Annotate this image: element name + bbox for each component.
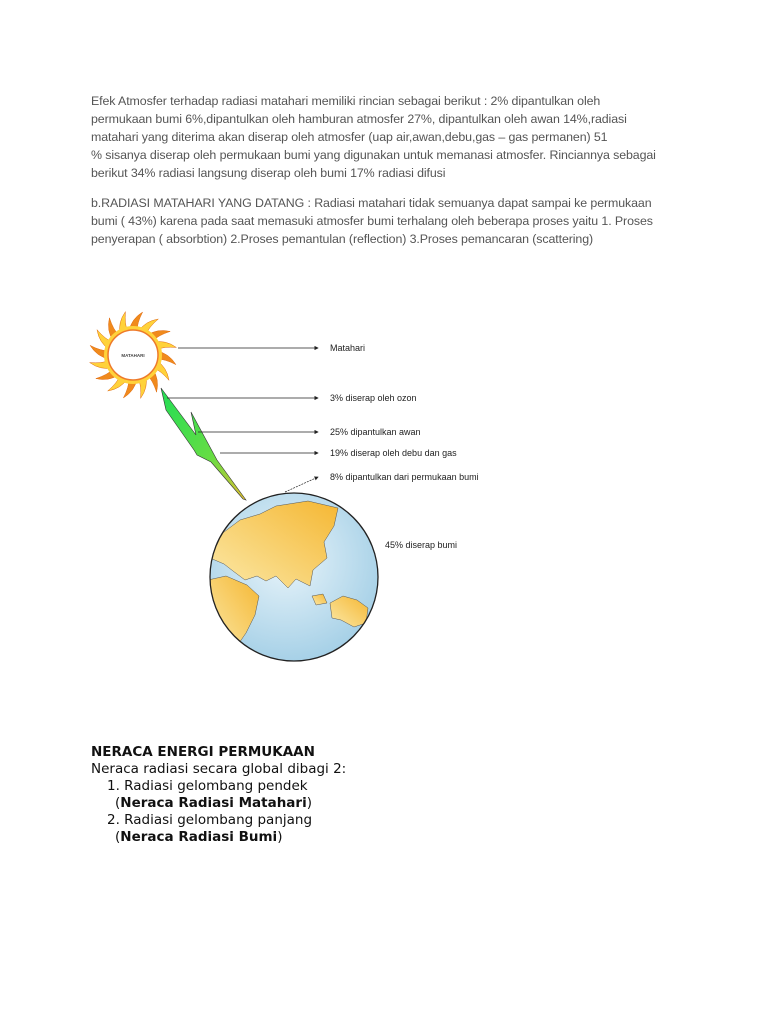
neraca-section [91, 744, 346, 846]
text-line: b.RADIASI MATAHARI YANG DATANG : Radiasi matahari tidak semuanya dapat sampai ke permukaan [91, 196, 652, 210]
earth-globe-icon [208, 493, 378, 661]
section-intro: Neraca radiasi secara global dibagi 2: [91, 761, 347, 777]
text-line: penyerapan ( absorbtion) 2.Proses pemantulan (reflection) 3.Proses pemancaran (scattering) [91, 232, 594, 246]
label-matahari: Matahari [330, 343, 366, 353]
label-awan: 25% dipantulkan awan [330, 427, 421, 437]
text-line: Efek Atmosfer terhadap radiasi matahari memiliki rincian sebagai berikut : 2% dipantulkan oleh [91, 94, 601, 108]
arrow-line [285, 477, 318, 492]
label-diserap-bumi: 45% diserap bumi [385, 540, 458, 550]
paragraph-incoming-radiation [91, 194, 691, 248]
text-line: permukaan bumi 6%,dipantulkan oleh hamburan atmosfer 27%, dipantulkan oleh awan 14%,radiasi [91, 112, 627, 126]
section-title: NERACA ENERGI PERMUKAAN [91, 744, 315, 760]
list-item: 1. Radiasi gelombang pendek [107, 778, 308, 794]
label-permukaan: 8% dipantulkan dari permukaan bumi [330, 472, 479, 482]
label-ozon: 3% diserap oleh ozon [330, 393, 417, 403]
label-debu-gas: 19% diserap oleh debu dan gas [330, 448, 457, 458]
sun-icon [90, 312, 177, 399]
list-item-detail: (Neraca Radiasi Bumi) [115, 829, 283, 845]
text-line: matahari yang diterima akan diserap oleh atmosfer (uap air,awan,debu,gas – gas permanen) 51 [91, 130, 608, 144]
list-item: 2. Radiasi gelombang panjang [107, 812, 313, 828]
text-line: % sisanya diserap oleh permukaan bumi yang digunakan untuk memanasi atmosfer. Rinciannya sebagai [91, 148, 656, 162]
list-item-detail: (Neraca Radiasi Matahari) [115, 795, 312, 811]
text-line: berikut 34% radiasi langsung diserap oleh bumi 17% radiasi difusi [91, 166, 446, 180]
lightning-bolt-icon [161, 388, 246, 500]
sun-label: MATAHARI [121, 353, 145, 358]
text-line: bumi ( 43%) karena pada saat memasuki atmosfer bumi terhalang oleh beberapa proses yaitu 1. Proses [91, 214, 653, 228]
paragraph-atmosphere-effect [91, 92, 691, 182]
radiation-diagram [0, 300, 768, 700]
